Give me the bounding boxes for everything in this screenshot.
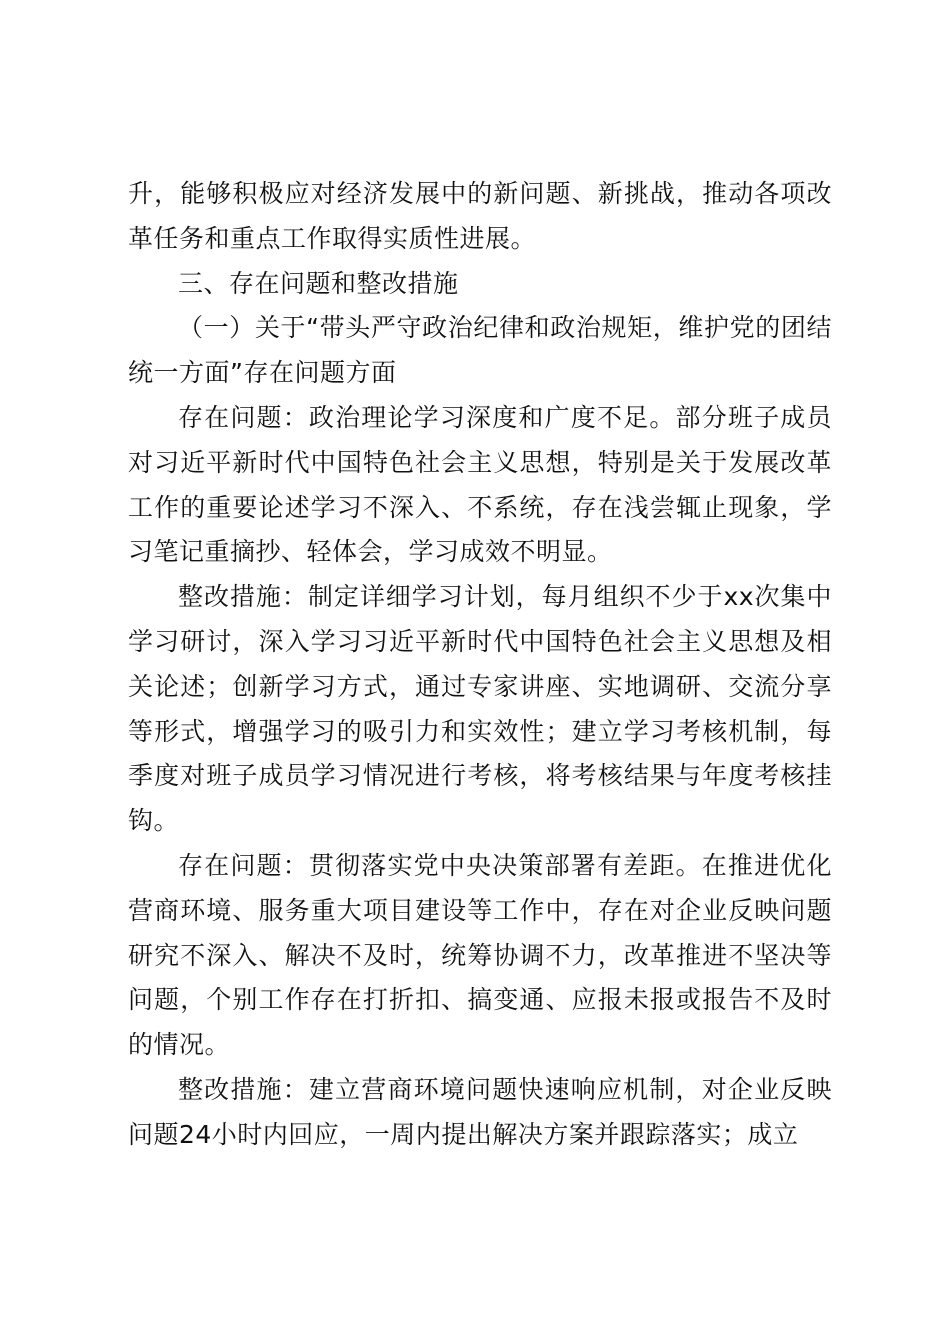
problem-paragraph-2: 存在问题：贯彻落实党中央决策部署有差距。在推进优化营商环境、服务重大项目建设等工作中，存在对企业反映问题研究不深入、解决不及时，统筹协调不力，改革推进不坚决等问题，个别工作存在打折扣、搞变通、应报未报或报告不及时的情况。	[128, 850, 832, 1060]
measure-paragraph-1: 整改措施：制定详细学习计划，每月组织不少于xx次集中学习研讨，深入学习习近平新时代中国特色社会主义思想及相关论述；创新学习方式，通过专家讲座、实地调研、交流分享等形式，增强学习的吸引力和实效性；建立学习考核机制，每季度对班子成员学习情况进行考核，将考核结果与年度考核挂钩。	[128, 582, 832, 836]
problem-paragraph-1: 存在问题：政治理论学习深度和广度不足。部分班子成员对习近平新时代中国特色社会主义思想，特别是关于发展改革工作的重要论述学习不深入、不系统，存在浅尝辄止现象，学习笔记重摘抄、轻体会，学习成效不明显。	[128, 402, 832, 567]
subsection-heading: （一）关于“带头严守政治纪律和政治规矩，维护党的团结统一方面”存在问题方面	[128, 313, 832, 388]
measure-paragraph-2: 整改措施：建立营商环境问题快速响应机制，对企业反映问题24小时内回应，一周内提出解决方案并跟踪落实；成立	[128, 1074, 832, 1149]
section-heading: 三、存在问题和整改措施	[178, 268, 459, 298]
document-body	[128, 172, 832, 1158]
paragraph-continuation: 升，能够积极应对经济发展中的新问题、新挑战，推动各项改革任务和重点工作取得实质性进展。	[128, 179, 832, 253]
